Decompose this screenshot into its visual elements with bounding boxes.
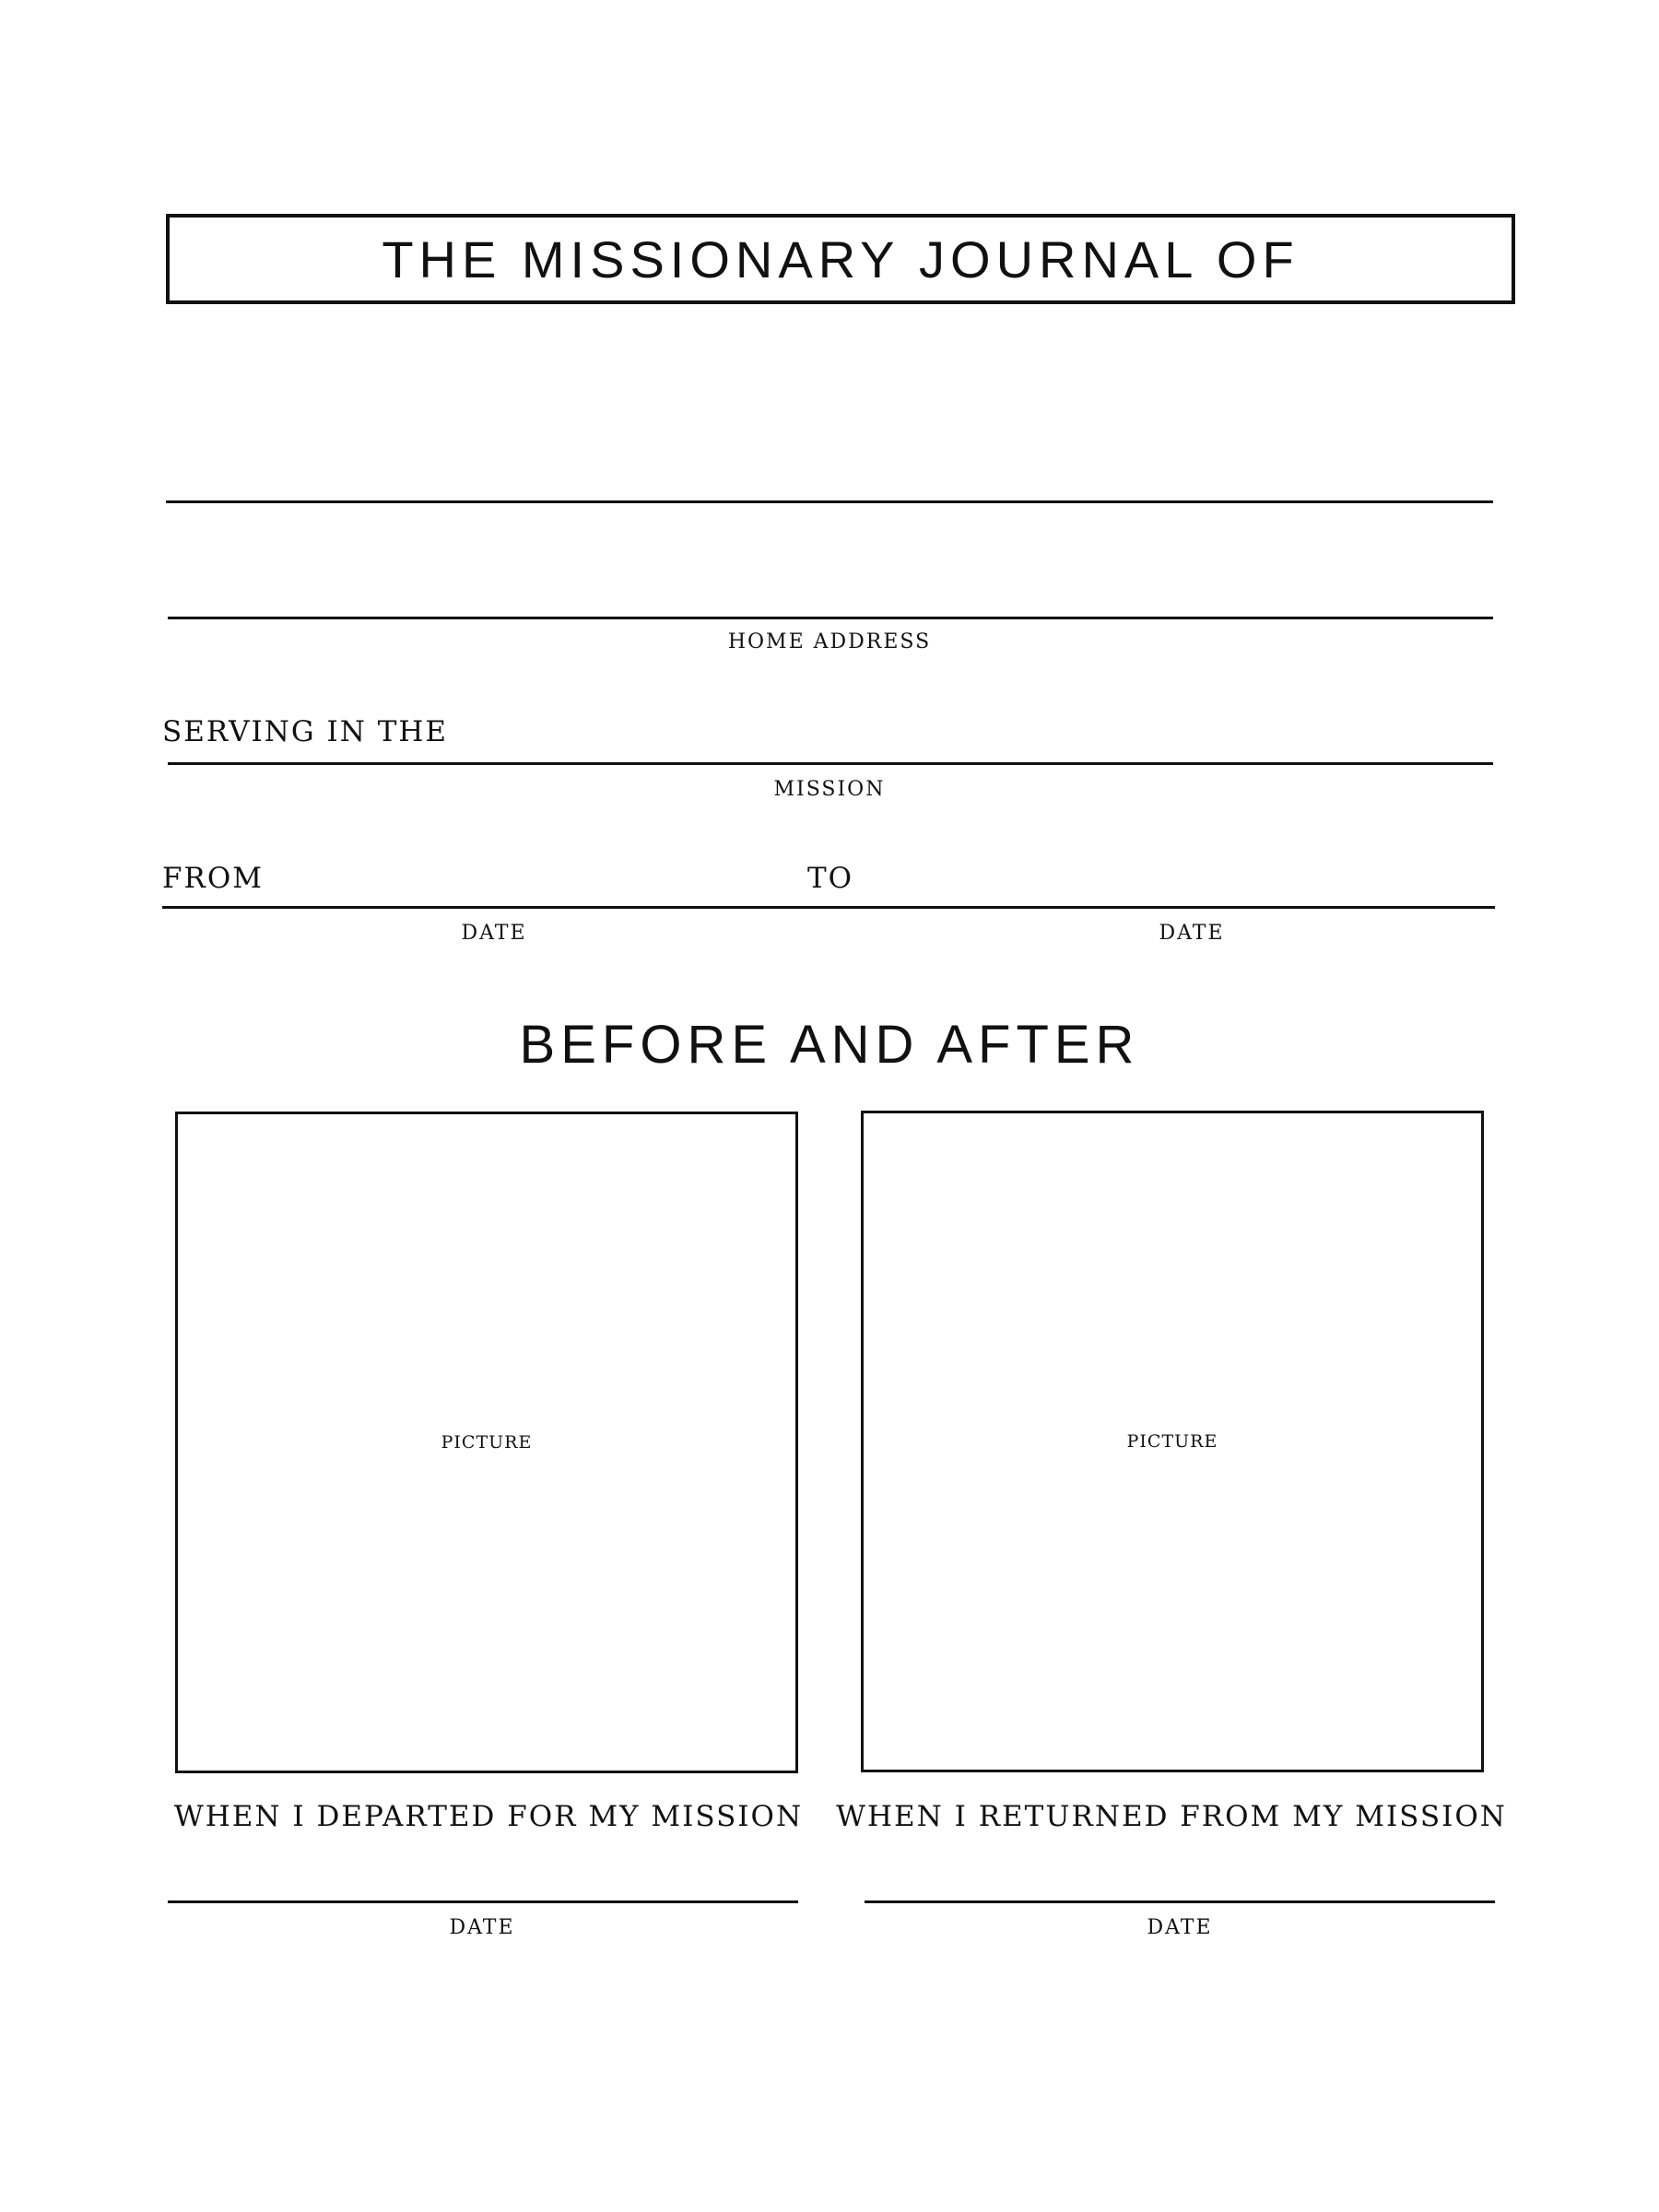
returned-date-line[interactable] — [865, 1900, 1495, 1903]
returned-caption: WHEN I RETURNED FROM MY MISSION — [836, 1800, 1507, 1833]
from-to-line[interactable] — [162, 906, 1495, 909]
name-line[interactable] — [166, 500, 1493, 503]
home-address-line[interactable] — [168, 617, 1493, 619]
to-date-caption: DATE — [1159, 922, 1225, 945]
mission-line[interactable] — [168, 762, 1493, 765]
serving-label: SERVING IN THE — [162, 715, 449, 748]
mission-caption: MISSION — [773, 778, 886, 801]
departed-date-line[interactable] — [168, 1900, 798, 1903]
after-picture-box[interactable] — [861, 1111, 1484, 1772]
departed-date-caption: DATE — [449, 1916, 515, 1939]
before-picture-placeholder: PICTURE — [441, 1432, 533, 1453]
from-date-caption: DATE — [461, 922, 527, 945]
home-address-caption: HOME ADDRESS — [727, 630, 932, 653]
from-label: FROM — [162, 862, 265, 895]
section-heading: BEFORE AND AFTER — [519, 1015, 1140, 1075]
title-box — [166, 214, 1515, 304]
after-picture-placeholder: PICTURE — [1126, 1431, 1218, 1452]
page-title: THE MISSIONARY JOURNAL OF — [382, 229, 1300, 288]
departed-caption: WHEN I DEPARTED FOR MY MISSION — [173, 1800, 804, 1833]
returned-date-caption: DATE — [1147, 1916, 1213, 1939]
before-picture-box[interactable] — [175, 1112, 798, 1773]
to-label: TO — [807, 862, 854, 895]
